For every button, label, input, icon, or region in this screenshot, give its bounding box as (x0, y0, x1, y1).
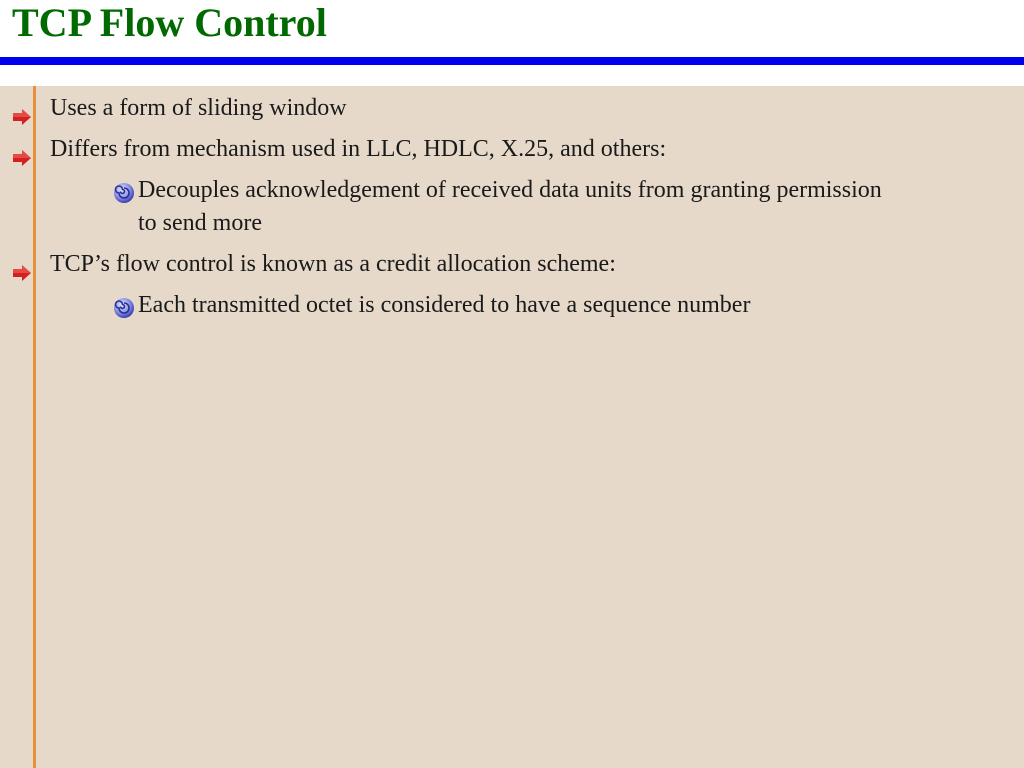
bullet-item (0, 133, 1024, 166)
red-arrow-icon (12, 143, 32, 159)
swirl-icon (113, 181, 135, 203)
slide-title: TCP Flow Control (12, 0, 327, 45)
bullet-list (0, 92, 1024, 330)
bullet-text: Uses a form of sliding window (50, 95, 347, 121)
swirl-icon (113, 296, 135, 318)
bullet-item (0, 92, 1024, 125)
bullet-item (0, 248, 1024, 281)
sub-bullet-item (0, 174, 898, 240)
title-underline (0, 57, 1024, 65)
sub-bullet-item (0, 289, 898, 322)
sub-bullet-text: Each transmitted octet is considered to have a sequence number (138, 292, 751, 318)
red-arrow-icon (12, 258, 32, 274)
sub-bullet-text: Decouples acknowledgement of received data units from granting permission to send more (138, 177, 882, 236)
bullet-text: TCP’s flow control is known as a credit allocation scheme: (50, 251, 616, 277)
red-arrow-icon (12, 102, 32, 118)
bullet-text: Differs from mechanism used in LLC, HDLC, X.25, and others: (50, 136, 667, 162)
